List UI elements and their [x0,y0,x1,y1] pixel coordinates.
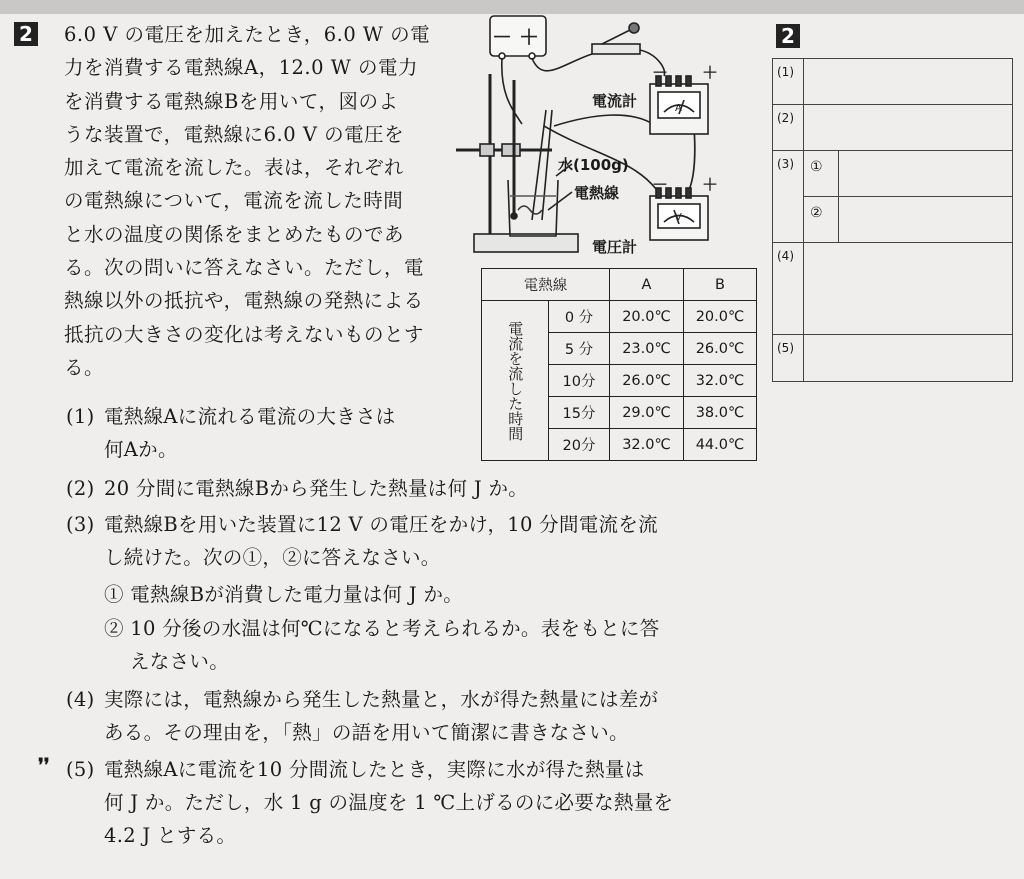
intro-line: 加えて電流を流した。表は，それぞれ [64,156,405,180]
answer-box-3a[interactable] [839,151,1013,197]
answer-box-2[interactable] [804,105,1013,151]
subquestion-4-cont: ある。その理由を，「熱」の語を用いて簡潔に書きなさい。 [104,721,629,744]
ammeter-unit: A [675,103,682,114]
difficulty-mark: ❜❜ [38,755,50,776]
ammeter-minus: － [652,63,669,82]
table-cell-b: 32.0℃ [684,365,757,397]
table-cell-b: 26.0℃ [684,333,757,365]
subquestion-number: (5) [66,758,95,781]
intro-line: 熱線以外の抵抗や，電熱線の発熱による [64,289,424,313]
table-cell-a: 23.0℃ [610,333,684,365]
subquestion-text: 実際には，電熱線から発生した熱量と，水が得た熱量には差が [104,688,659,711]
answer-label-2: (2) [773,105,804,151]
answer-label-1: (1) [773,59,804,105]
subquestion-5 [66,753,645,786]
subquestion-number: (3) [66,513,95,536]
subquestion-number: (4) [66,688,95,711]
voltmeter-plus: ＋ [702,175,719,194]
intro-line: 抵抗の大きさの変化は考えないものとす [64,322,425,346]
question-intro [64,18,464,384]
subquestion-number: (1) [66,405,95,428]
table-cell-b: 38.0℃ [684,397,757,429]
subquestion-3b-cont: えなさい。 [130,650,230,673]
answer-label-5: (5) [773,335,804,382]
subquestion-5-cont: 何 J か。ただし，水 1 g の温度を 1 ℃上げるのに必要な熱量を [104,791,674,814]
table-row [482,301,757,333]
answer-sheet [772,58,1013,382]
intro-line: る。 [64,355,105,379]
intro-line: る。次の問いに答えなさい。ただし，電 [64,256,425,280]
table-cell-time: 15分 [549,397,610,429]
answer-box-1[interactable] [804,59,1013,105]
subquestion-text: 電熱線Aに電流を10 分間流したとき，実際に水が得た熱量は [104,758,645,781]
subquestion-3-cont: し続けた。次の①，②に答えなさい。 [104,546,441,569]
question-number-badge: 2 [14,22,38,46]
intro-line: の電熱線について，電流を流した時間 [64,189,404,213]
intro-line: と水の温度の関係をまとめたものであ [64,222,405,246]
water-label: 水(100g) [558,156,629,174]
table-cell-a: 20.0℃ [610,301,684,333]
temperature-table [481,268,757,461]
subquestion-2 [66,472,528,505]
subquestion-number: (2) [66,477,95,500]
table-cell-time: 5 分 [549,333,610,365]
ammeter-label: 電流計 [592,92,638,110]
answer-sublabel-3b: ② [804,197,839,243]
page-top-band [0,0,1024,14]
voltmeter-minus: － [652,175,669,194]
intro-line: を消費する電熱線Bを用いて，図のよ [64,89,399,113]
heater-label: 電熱線 [574,184,620,202]
intro-line: うな装置で，電熱線に6.0 V の電圧を [64,122,405,146]
subquestion-text: 電熱線Aに流れる電流の大きさは [104,405,396,428]
intro-line: 力を消費する電熱線A，12.0 W の電力 [64,56,418,80]
answer-label-4: (4) [773,243,804,335]
subquestion-1 [66,400,396,433]
power-supply-terminals: － ＋ [492,25,539,49]
ammeter-plus: ＋ [702,63,719,82]
answer-box-3b[interactable] [839,197,1013,243]
table-cell-b: 44.0℃ [684,429,757,461]
answer-box-5[interactable] [804,335,1013,382]
table-header-b: B [684,269,757,301]
table-row-group-label: 電流を流した時間 [482,301,549,461]
table-cell-time: 10分 [549,365,610,397]
subquestion-3 [66,508,658,541]
voltmeter-label: 電圧計 [592,238,638,256]
answer-label-3: (3) [773,151,804,243]
table-cell-time: 20分 [549,429,610,461]
apparatus-figure [452,14,727,264]
table-cell-time: 0 分 [549,301,610,333]
table-header-a: A [610,269,684,301]
table-cell-a: 26.0℃ [610,365,684,397]
table-cell-a: 29.0℃ [610,397,684,429]
subquestion-3b: ② 10 分後の水温は何℃になると考えられるか。表をもとに答 [104,617,660,640]
intro-line: 6.0 V の電圧を加えたとき，6.0 W の電 [64,23,431,46]
subquestion-text: 20 分間に電熱線Bから発生した熱量は何 J か。 [104,477,529,500]
apparatus-drawing [452,14,727,264]
subquestion-4 [66,683,658,716]
subquestion-1-cont: 何Aか。 [104,438,178,461]
subquestion-text: 電熱線Bを用いた装置に12 V の電圧をかけ，10 分間電流を流 [104,513,658,536]
answer-sheet-badge: 2 [776,24,800,48]
subquestion-5-cont2: 4.2 J とする。 [104,824,237,847]
subquestion-3a: ① 電熱線Bが消費した電力量は何 J か。 [104,583,464,606]
voltmeter-unit: V [675,212,682,223]
table-cell-a: 32.0℃ [610,429,684,461]
answer-box-4[interactable] [804,243,1013,335]
table-header-heater: 電熱線 [482,269,610,301]
answer-sublabel-3a: ① [804,151,839,197]
table-cell-b: 20.0℃ [684,301,757,333]
